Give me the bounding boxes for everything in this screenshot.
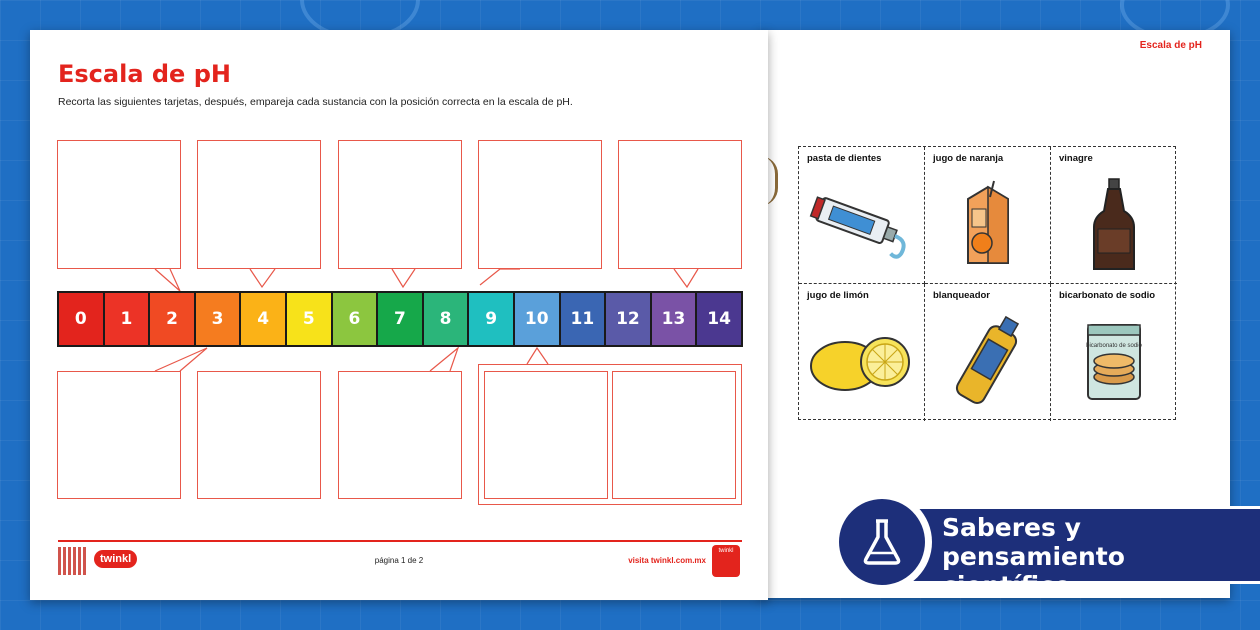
ph-segment: 9 [469,293,513,345]
ph-segment: 4 [241,293,285,345]
card-toothpaste [799,147,925,284]
lemon-icon [799,310,924,413]
answer-box-top[interactable] [338,140,462,269]
card-label: bicarbonato de sodio [1059,290,1156,301]
ph-segment: 14 [697,293,741,345]
card-bleach [925,284,1051,421]
ph-segment: 11 [561,293,605,345]
ph-segment: 12 [606,293,650,345]
vinegar-bottle-icon [1051,173,1177,275]
cutout-cards-grid [798,146,1176,420]
card-label: vinagre [1059,153,1093,164]
ph-segment: 0 [59,293,103,345]
card-label: jugo de limón [807,290,869,301]
baking-soda-icon [1051,310,1177,413]
ph-segment: 2 [150,293,194,345]
card-vinegar [1051,147,1177,284]
baking-soda-box-text: bicarbonato de sodio [1086,342,1142,349]
worksheet-page-1 [30,30,768,600]
page-2-title: Escala de pH [1139,40,1202,51]
twinkl-badge: twinkl [712,545,740,577]
answer-box-bottom[interactable] [197,371,321,499]
subject-banner [832,492,1260,612]
toothpaste-icon [799,173,924,275]
answer-box-top[interactable] [478,140,602,269]
answer-box-bottom[interactable] [338,371,462,499]
answer-box-bottom[interactable] [612,371,736,499]
page-number: página 1 de 2 [374,556,424,565]
card-baking-soda [1051,284,1177,421]
card-label: jugo de naranja [933,153,1004,164]
answer-box-bottom[interactable] [57,371,181,499]
footer-divider [58,540,742,542]
answer-box-bottom[interactable] [484,371,608,499]
ph-segment: 7 [378,293,422,345]
twinkl-logo: twinkl [94,550,137,568]
card-lemon-juice [799,284,925,421]
answer-box-top[interactable] [618,140,742,269]
card-orange-juice [925,147,1051,284]
flask-icon [860,517,904,567]
ph-segment: 1 [105,293,149,345]
page-title: Escala de pH [58,60,231,88]
ph-segment: 6 [333,293,377,345]
banner-icon-circle [832,492,932,592]
banner-line-1: Saberes y [942,513,1081,542]
banner-line-2: pensamiento científico [942,541,1125,600]
answer-box-top[interactable] [197,140,321,269]
instructions-text: Recorta las siguientes tarjetas, después, empareja cada sustancia con la posición correcta en la escala de pH. [58,96,573,108]
banner-text [942,514,1260,600]
card-label: pasta de dientes [807,153,882,164]
ph-segment: 13 [652,293,696,345]
ph-segment: 3 [196,293,240,345]
ph-segment: 5 [287,293,331,345]
orange-juice-icon [925,173,1050,275]
card-label: blanqueador [933,290,991,301]
ph-segment: 8 [424,293,468,345]
ph-scale-bar [57,291,743,347]
answer-box-top[interactable] [57,140,181,269]
visit-link[interactable]: visita twinkl.com.mx [628,556,706,565]
bleach-bottle-icon [925,310,1050,413]
ph-segment: 10 [515,293,559,345]
